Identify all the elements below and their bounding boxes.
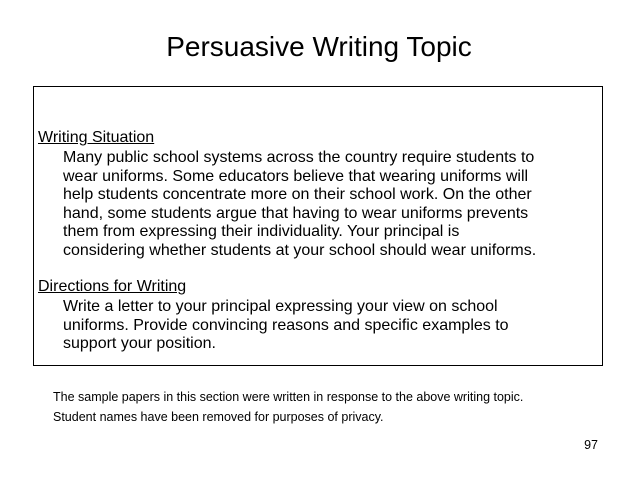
- writing-situation-heading: Writing Situation: [38, 129, 155, 146]
- text-line: uniforms. Provide convincing reasons and specific examples to: [63, 316, 509, 334]
- text-line: Many public school systems across the country require students to: [63, 149, 535, 166]
- directions-heading: Directions for Writing: [38, 278, 187, 295]
- text-line: hand, some students argue that having to wear uniforms prevents: [63, 204, 529, 222]
- sample-papers-note: [53, 388, 523, 427]
- writing-topic-box: [33, 86, 603, 366]
- writing-situation-text: [63, 149, 598, 260]
- note-line: The sample papers in this section were written in response to the above writing topic.: [53, 390, 524, 404]
- note-line: Student names have been removed for purposes of privacy.: [53, 409, 384, 424]
- page-number: 97: [584, 438, 598, 452]
- text-line: help students concentrate more on their school work. On the other: [63, 186, 532, 203]
- text-line: them from expressing their individuality. Your principal is: [63, 223, 460, 240]
- text-line: support your position.: [63, 335, 216, 352]
- page-title: Persuasive Writing Topic: [166, 31, 472, 62]
- text-line: wear uniforms. Some educators believe that wearing uniforms will: [63, 167, 529, 185]
- text-line: Write a letter to your principal expressing your view on school: [63, 298, 498, 315]
- directions-text: [63, 298, 598, 354]
- text-line: considering whether students at your school should wear uniforms.: [63, 241, 537, 259]
